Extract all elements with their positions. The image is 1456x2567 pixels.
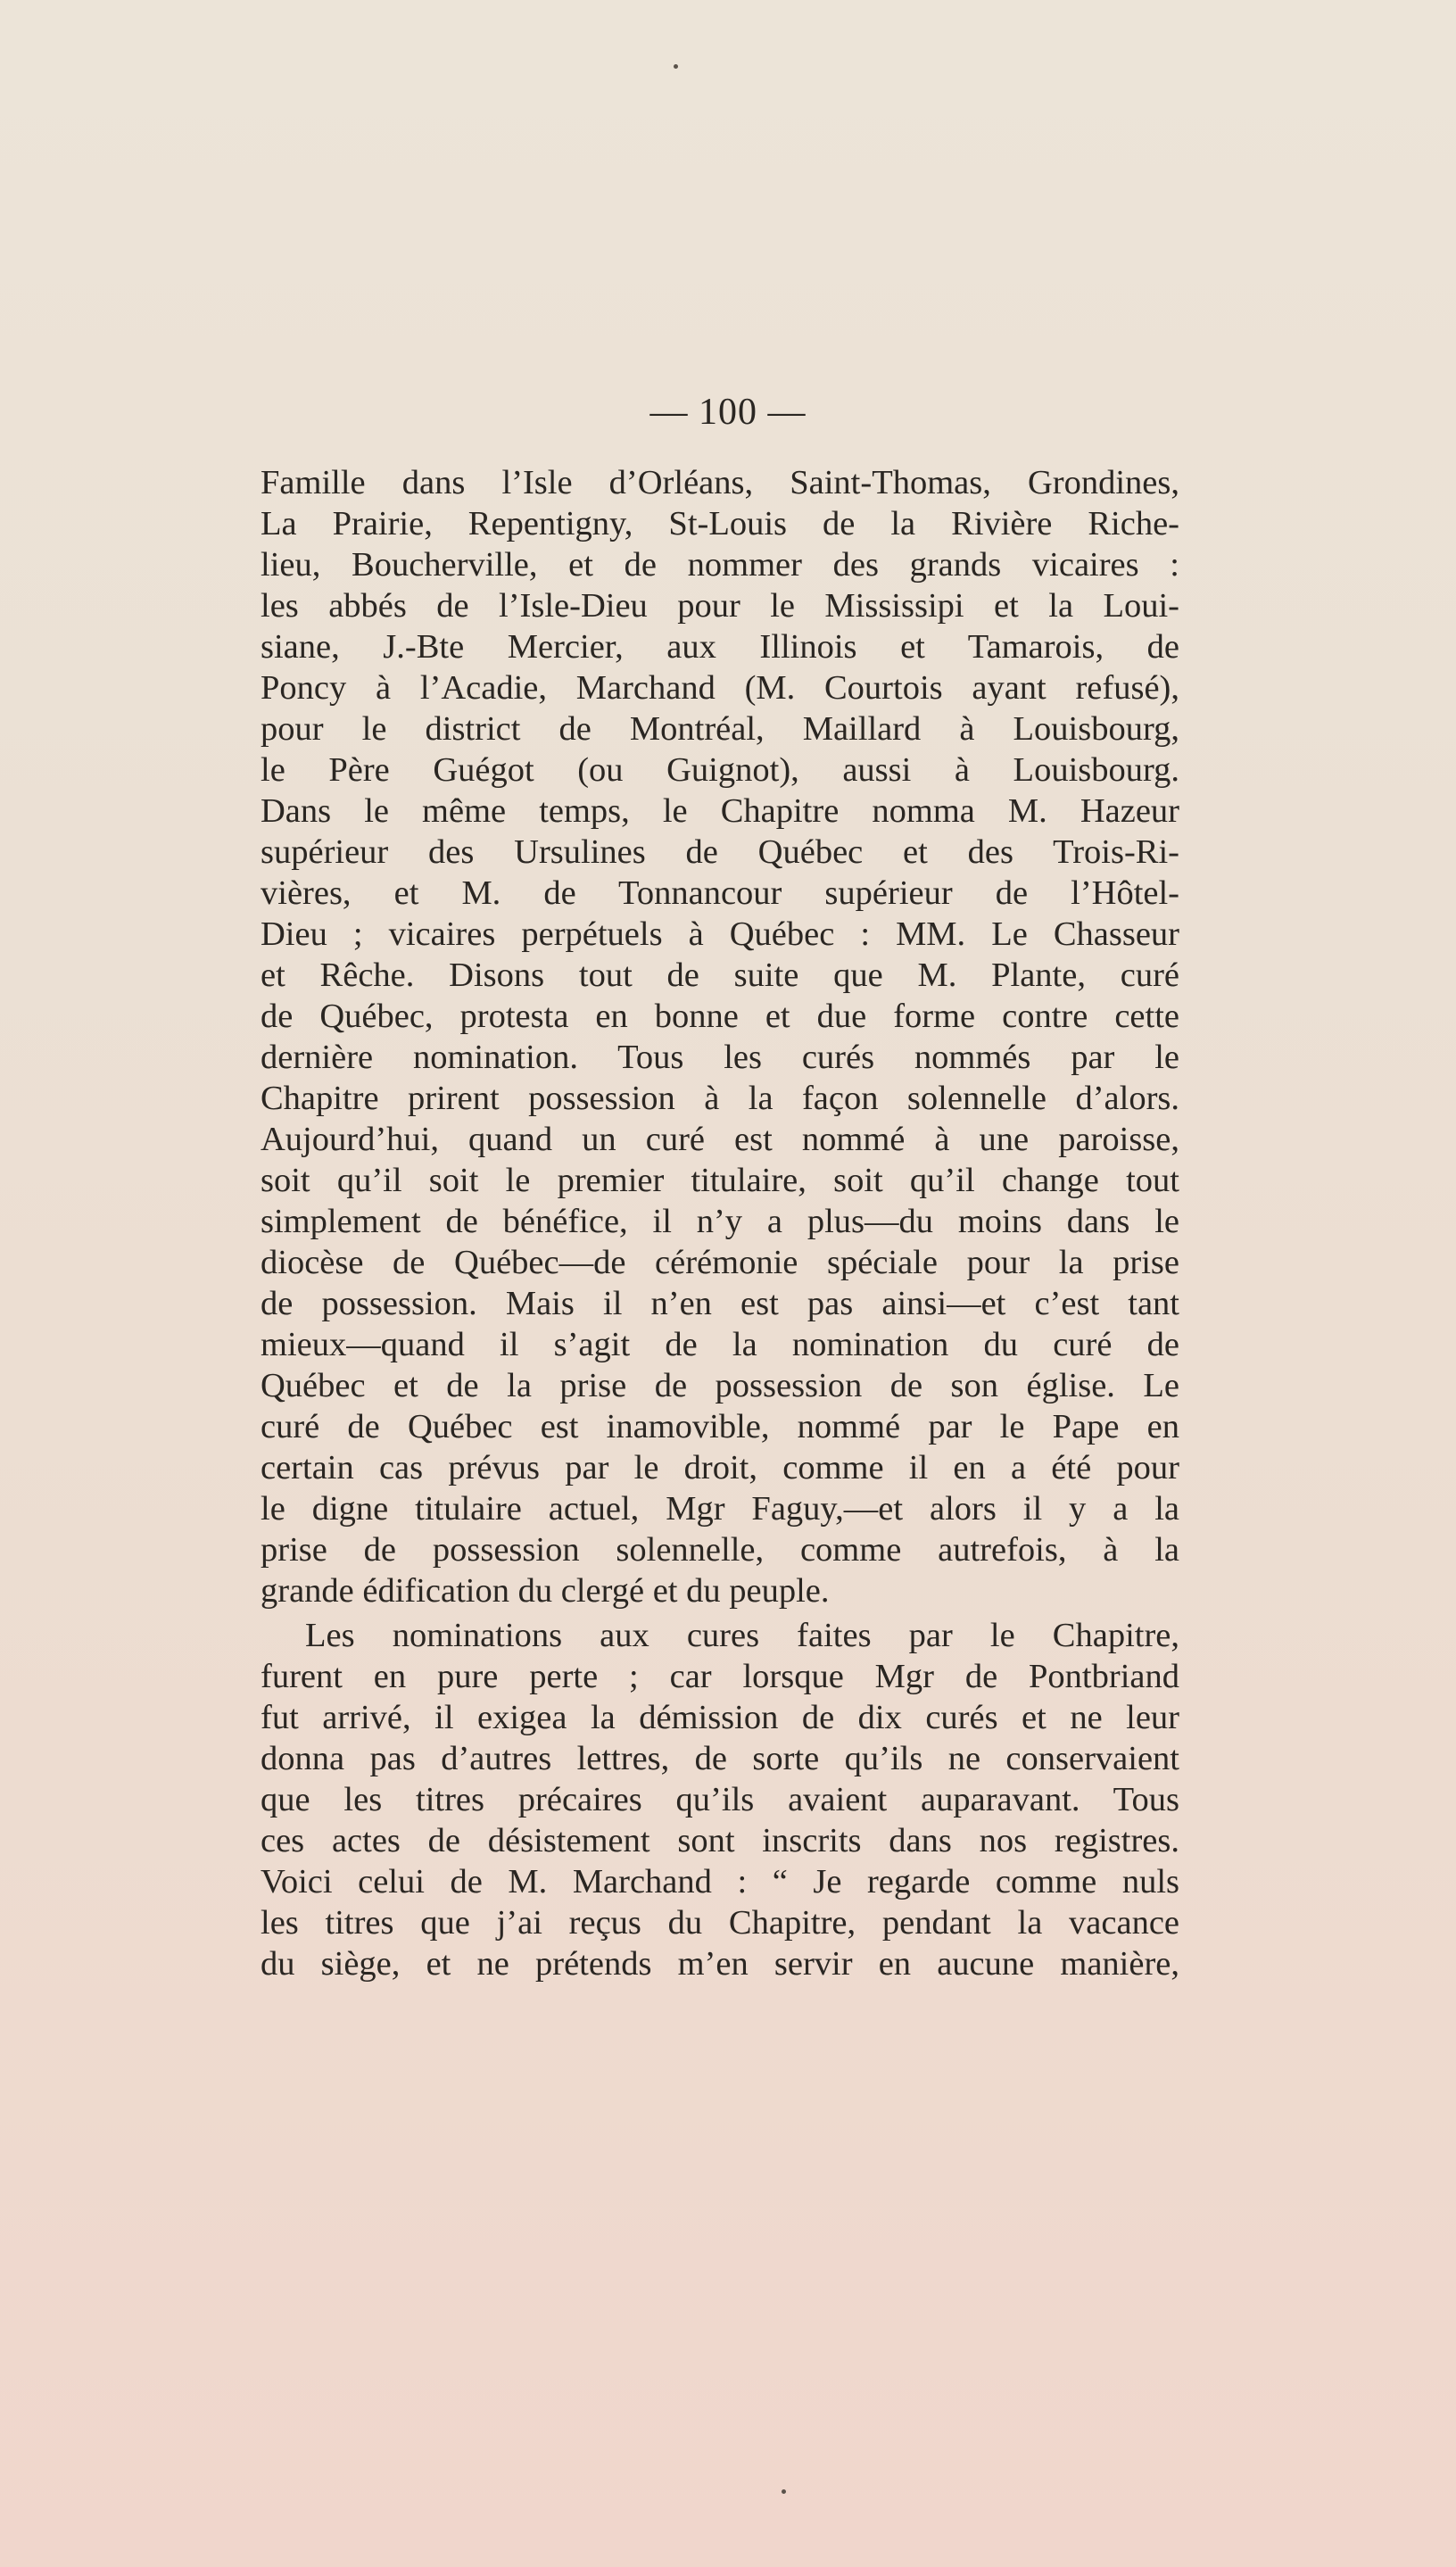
paragraph bbox=[261, 462, 1179, 1611]
text-line: fut arrivé, il exigea la démission de dix curés et ne leur bbox=[261, 1699, 1179, 1736]
body-text bbox=[261, 462, 1179, 1984]
text-line: Les nominations aux cures faites par le Chapitre, bbox=[305, 1617, 1179, 1654]
text-line: le Père Guégot (ou Guignot), aussi à Louisbourg. bbox=[261, 751, 1179, 789]
text-line: Chapitre prirent possession à la façon solennelle d’alors. bbox=[261, 1080, 1179, 1117]
text-line: diocèse de Québec—de cérémonie spéciale pour la prise bbox=[261, 1244, 1179, 1281]
text-line: supérieur des Ursulines de Québec et des Trois-Ri- bbox=[261, 833, 1179, 871]
text-line: Poncy à l’Acadie, Marchand (M. Courtois ayant refusé), bbox=[261, 669, 1179, 707]
text-line: de possession. Mais il n’en est pas ainsi—et c’est tant bbox=[261, 1285, 1179, 1322]
text-line: vières, et M. de Tonnancour supérieur de l’Hôtel- bbox=[261, 874, 1179, 912]
paper-speck bbox=[674, 64, 678, 69]
text-line: et Rêche. Disons tout de suite que M. Plante, curé bbox=[261, 956, 1179, 994]
text-line: Dieu ; vicaires perpétuels à Québec : MM. Le Chasseur bbox=[261, 915, 1179, 953]
text-line: ces actes de désistement sont inscrits dans nos registres. bbox=[261, 1822, 1179, 1859]
paper-speck bbox=[782, 2489, 786, 2494]
text-line: mieux—quand il s’agit de la nomination du curé de bbox=[261, 1326, 1179, 1363]
text-line: lieu, Boucherville, et de nommer des grands vicaires : bbox=[261, 546, 1179, 584]
text-line: Voici celui de M. Marchand : “ Je regarde comme nuls bbox=[261, 1863, 1179, 1900]
paragraph bbox=[261, 1615, 1179, 1984]
text-line: les abbés de l’Isle-Dieu pour le Mississipi et la Loui- bbox=[261, 587, 1179, 625]
text-line: curé de Québec est inamovible, nommé par le Pape en bbox=[261, 1408, 1179, 1445]
text-line: Aujourd’hui, quand un curé est nommé à une paroisse, bbox=[261, 1121, 1179, 1158]
text-line: certain cas prévus par le droit, comme il en a été pour bbox=[261, 1449, 1179, 1486]
text-line: grande édification du clergé et du peuple. bbox=[261, 1572, 830, 1610]
text-line: pour le district de Montréal, Maillard à Louisbourg, bbox=[261, 710, 1179, 748]
text-line: Famille dans l’Isle d’Orléans, Saint-Thomas, Grondines, bbox=[261, 464, 1179, 501]
text-line: le digne titulaire actuel, Mgr Faguy,—et alors il y a la bbox=[261, 1490, 1179, 1528]
text-line: prise de possession solennelle, comme autrefois, à la bbox=[261, 1531, 1179, 1569]
text-line: que les titres précaires qu’ils avaient auparavant. Tous bbox=[261, 1781, 1179, 1818]
text-line: dernière nomination. Tous les curés nommés par le bbox=[261, 1039, 1179, 1076]
text-line: Dans le même temps, le Chapitre nomma M. Hazeur bbox=[261, 792, 1179, 830]
text-line: simplement de bénéfice, il n’y a plus—du moins dans le bbox=[261, 1203, 1179, 1240]
text-line: Québec et de la prise de possession de son église. Le bbox=[261, 1367, 1179, 1404]
text-line: les titres que j’ai reçus du Chapitre, pendant la vacance bbox=[261, 1904, 1179, 1942]
text-line: furent en pure perte ; car lorsque Mgr de Pontbriand bbox=[261, 1658, 1179, 1695]
text-line: siane, J.-Bte Mercier, aux Illinois et Tamarois, de bbox=[261, 628, 1179, 666]
text-line: donna pas d’autres lettres, de sorte qu’ils ne conservaient bbox=[261, 1740, 1179, 1777]
text-line: du siège, et ne prétends m’en servir en aucune manière, bbox=[261, 1945, 1179, 1983]
text-line: La Prairie, Repentigny, St-Louis de la Rivière Riche- bbox=[261, 505, 1179, 542]
text-line: de Québec, protesta en bonne et due forme contre cette bbox=[261, 998, 1179, 1035]
page-number: — 100 — bbox=[649, 392, 807, 433]
text-line: soit qu’il soit le premier titulaire, soit qu’il change tout bbox=[261, 1162, 1179, 1199]
